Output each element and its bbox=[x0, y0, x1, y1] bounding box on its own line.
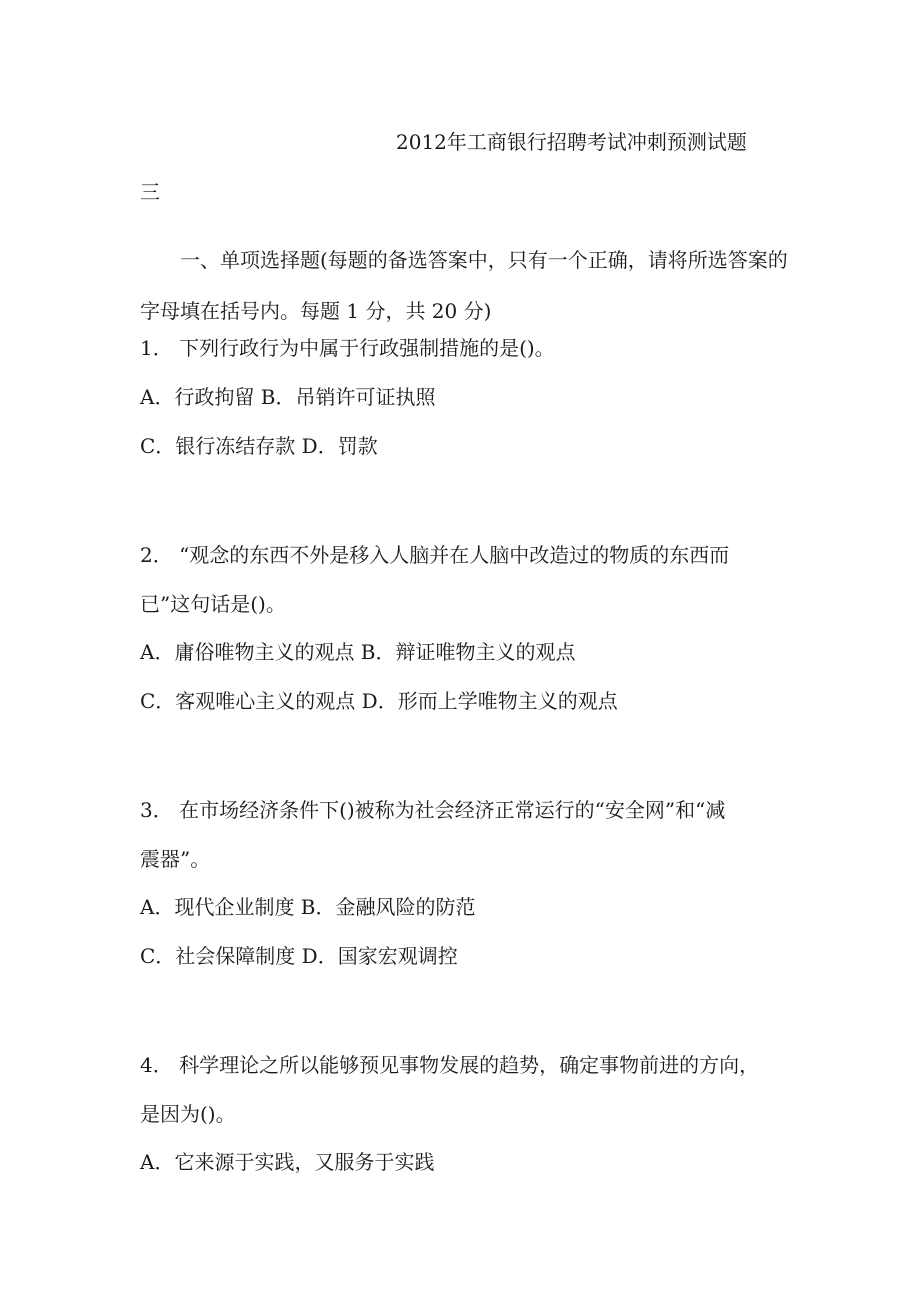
question-1-options-ab: A．行政拘留 B．吊销许可证执照 bbox=[140, 385, 436, 409]
document-title-continued: 三 bbox=[140, 180, 160, 204]
question-4-options-a: A．它来源于实践，又服务于实践 bbox=[140, 1150, 435, 1174]
question-4-stem-continued: 是因为()。 bbox=[140, 1102, 236, 1126]
question-4-stem: 4． 科学理论之所以能够预见事物发展的趋势，确定事物前进的方向， bbox=[140, 1053, 760, 1077]
question-1-options-cd: C．银行冻结存款 D．罚款 bbox=[140, 434, 378, 458]
question-3-options-ab: A．现代企业制度 B．金融风险的防范 bbox=[140, 895, 476, 919]
question-2-stem: 2． “观念的东西不外是移入人脑并在人脑中改造过的物质的东西而 bbox=[140, 543, 730, 567]
document-title: 2012年工商银行招聘考试冲刺预测试题 bbox=[396, 130, 747, 154]
section-heading: 一、单项选择题(每题的备选答案中，只有一个正确，请将所选答案的字母填在括号内。每题 1 分，共 20 分) bbox=[140, 248, 788, 323]
question-3-stem: 3． 在市场经济条件下()被称为社会经济正常运行的“安全网”和“减 bbox=[140, 798, 726, 822]
question-3-options-cd: C．社会保障制度 D．国家宏观调控 bbox=[140, 944, 458, 968]
question-2-options-cd: C．客观唯心主义的观点 D．形而上学唯物主义的观点 bbox=[140, 689, 618, 713]
question-2-stem-continued: 已”这句话是()。 bbox=[140, 592, 286, 616]
question-2-options-ab: A．庸俗唯物主义的观点 B．辩证唯物主义的观点 bbox=[140, 640, 576, 664]
question-3-stem-continued: 震器”。 bbox=[140, 847, 211, 871]
question-1-stem: 1． 下列行政行为中属于行政强制措施的是()。 bbox=[140, 336, 555, 360]
